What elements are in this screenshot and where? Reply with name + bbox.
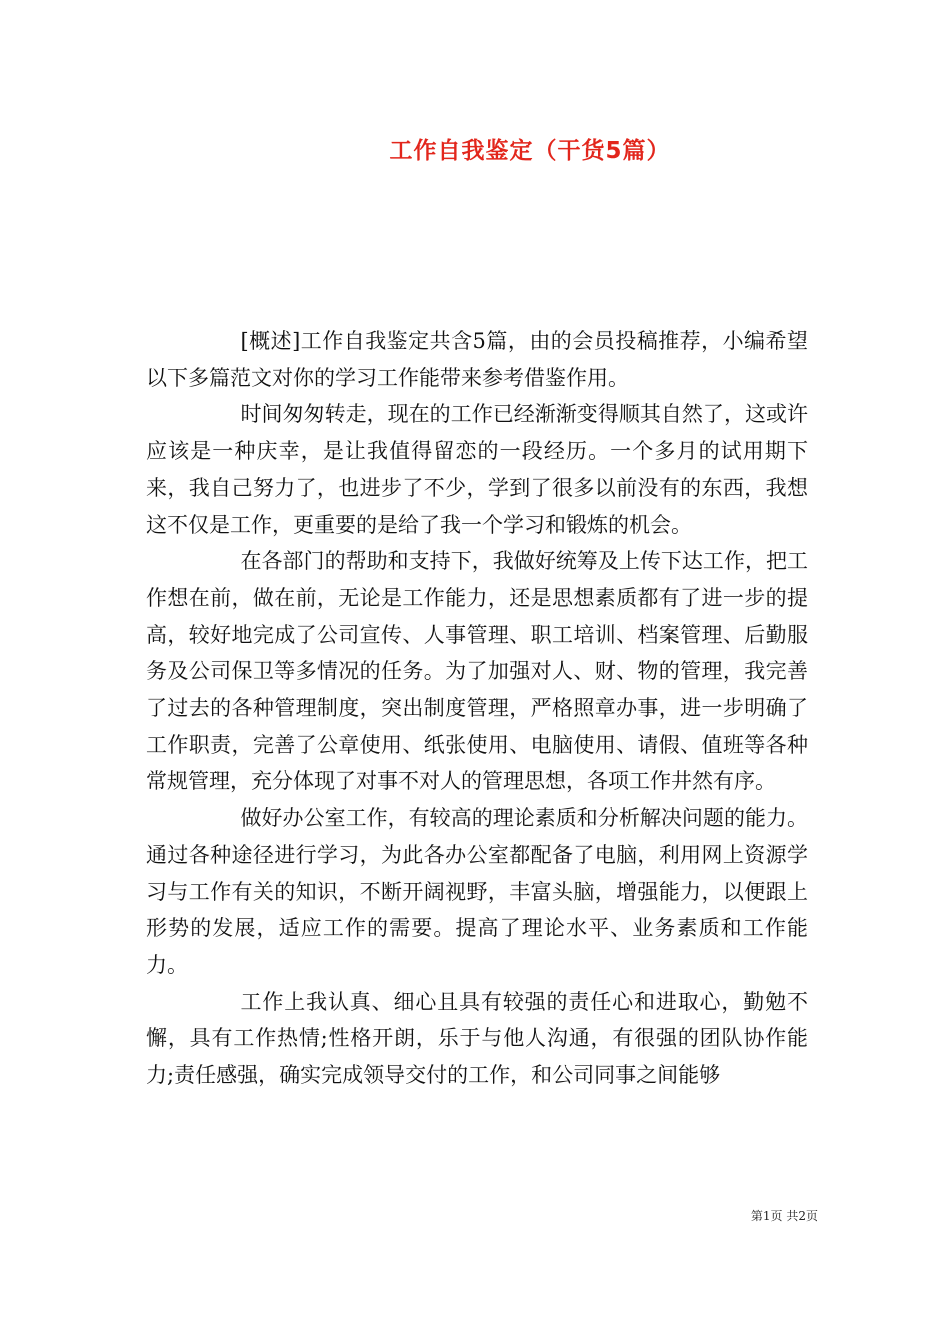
page-number: 第1页 共2页 <box>750 1209 818 1223</box>
paragraph-summary: [概述]工作自我鉴定共含5篇，由的会员投稿推荐，小编希望以下多篇范文对你的学习工作能带来参考借鉴作用。 <box>146 329 808 390</box>
document-body <box>146 323 808 1094</box>
paragraph-2: 在各部门的帮助和支持下，我做好统筹及上传下达工作，把工作想在前，做在前，无论是工作能力，还是思想素质都有了进一步的提高，较好地完成了公司宣传、人事管理、职工培训、档案管理、后勤服务及公司保卫等多情况的任务。为了加强对人、财、物的管理，我完善了过去的各种管理制度，突出制度管理，严格照章办事，进一步明确了工作职责，完善了公章使用、纸张使用、电脑使用、请假、值班等各种常规管理，充分体现了对事不对人的管理思想，各项工作井然有序。 <box>146 549 808 794</box>
paragraph-4: 工作上我认真、细心且具有较强的责任心和进取心，勤勉不懈，具有工作热情;性格开朗，乐于与他人沟通，有很强的团队协作能力;责任感强，确实完成领导交付的工作，和公司同事之间能够 <box>146 989 808 1088</box>
paragraph-1: 时间匆匆转走，现在的工作已经渐渐变得顺其自然了，这或许应该是一种庆幸，是让我值得留恋的一段经历。一个多月的试用期下来，我自己努力了，也进步了不少，学到了很多以前没有的东西，我想这不仅是工作，更重要的是给了我一个学习和锻炼的机会。 <box>146 402 808 537</box>
document-title: 工作自我鉴定（干货5篇） <box>389 138 671 164</box>
paragraph-3: 做好办公室工作，有较高的理论素质和分析解决问题的能力。通过各种途径进行学习，为此各办公室都配备了电脑，利用网上资源学习与工作有关的知识，不断开阔视野，丰富头脑，增强能力，以便跟上形势的发展，适应工作的需要。提高了理论水平、业务素质和工作能力。 <box>146 806 808 977</box>
